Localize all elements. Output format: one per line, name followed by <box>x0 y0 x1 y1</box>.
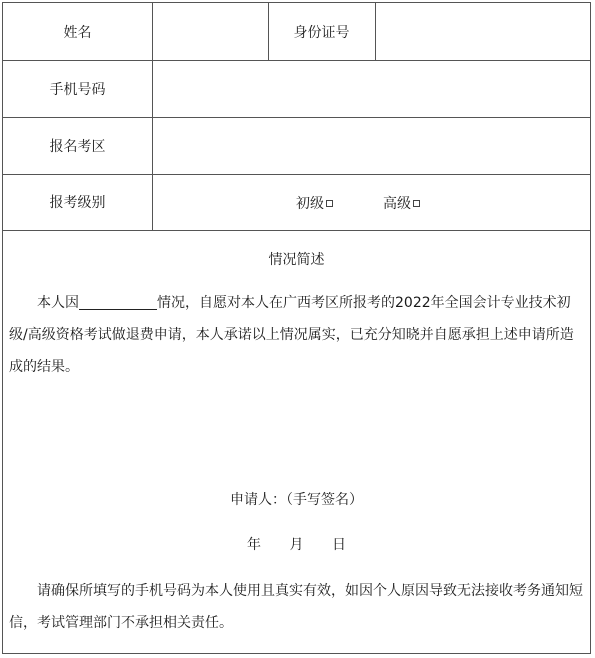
exam-area-field[interactable] <box>153 117 590 174</box>
date-line <box>3 534 590 554</box>
date-year: 年 <box>247 537 262 553</box>
level-option-label: 初级 <box>296 196 324 212</box>
phone-label: 手机号码 <box>49 81 106 98</box>
phone-field[interactable] <box>153 60 590 117</box>
level-option-senior[interactable] <box>383 189 420 217</box>
name-field[interactable] <box>153 3 268 60</box>
row-divider <box>3 230 590 231</box>
date-day: 日 <box>331 537 346 553</box>
checkbox-icon[interactable] <box>413 200 420 207</box>
id-number-label: 身份证号 <box>293 24 350 41</box>
statement-paragraph <box>9 287 587 383</box>
reason-blank[interactable] <box>79 295 157 310</box>
refund-application-form <box>2 2 591 654</box>
statement-prefix: 本人因 <box>37 295 79 311</box>
section-title: 情况简述 <box>268 252 325 268</box>
level-option-label: 高级 <box>383 196 411 212</box>
exam-area-label: 报名考区 <box>49 138 106 155</box>
applicant-signature-label: 申请人：（手写签名） <box>230 492 363 508</box>
exam-level-label: 报考级别 <box>49 195 106 211</box>
level-option-junior[interactable] <box>296 189 333 217</box>
statement-body: 情况，自愿对本人在广西考区所报考的2022年全国会计专业技术初级/高级资格考试做退费申请，本人承诺以上情况属实，已充分知晓并自愿承担上述申请所造成的结果。 <box>9 295 574 375</box>
checkbox-icon[interactable] <box>326 200 333 207</box>
date-month: 月 <box>289 537 304 553</box>
id-number-field[interactable] <box>376 3 590 60</box>
name-label: 姓名 <box>63 24 92 41</box>
notice-text: 请确保所填写的手机号码为本人使用且真实有效，如因个人原因导致无法接收考务通知短信，考试管理部门不承担相关责任。 <box>9 583 583 631</box>
